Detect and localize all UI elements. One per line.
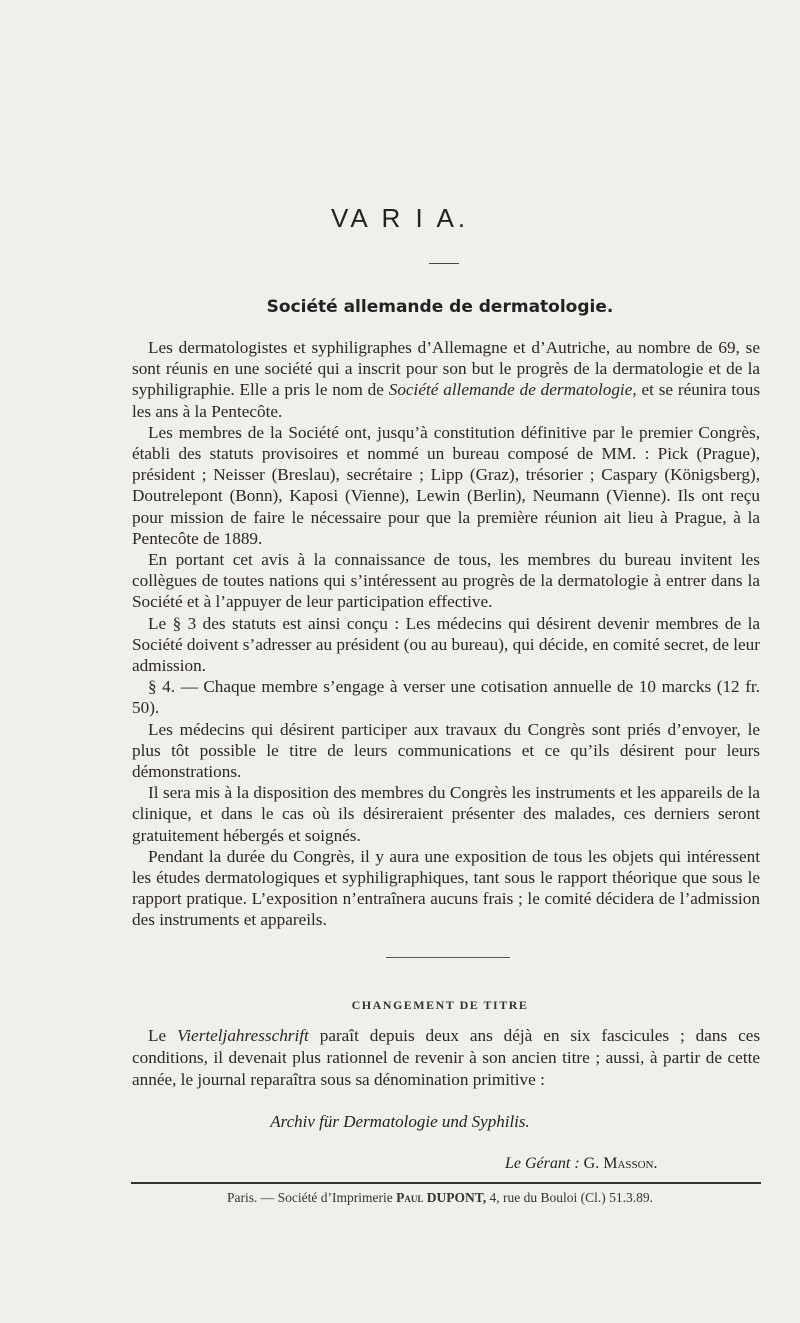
signature-role: Le Gérant : [505,1155,580,1172]
paragraph-8: Pendant la durée du Congrès, il y aura une exposition de tous les objets qui intéressent les études dermatologiques et syphiligraphiques, tant sous le rapport théorique que sous le rapport pratique. L’exposition n’entraînera aucuns frais ; le comité décidera de l’admission des instruments et appareils. [132,846,760,930]
section-heading: CHANGEMENT DE TITRE [351,998,529,1012]
journal-title: Archiv für Dermatologie und Syphilis. [270,1112,530,1131]
title-divider [429,263,459,264]
footer-divider [131,1182,761,1184]
article-heading: Société allemande de dermatologie. [266,297,614,317]
society-name: Société allemande de dermatologie, [388,380,637,400]
title-change-notice [132,1025,760,1091]
paragraph-6: Les médecins qui désirent participer aux travaux du Congrès sont priés d’envoyer, le plus tôt possible le titre de leurs communications et ce qu’ils désirent pour leurs démonstrations. [132,719,760,782]
paragraph-7: Il sera mis à la disposition des membres du Congrès les instruments et les appareils de la clinique, et dans le cas où ils désireraient présenter des malades, ces derniers seront gratuitement hébergés et soignés. [132,783,760,845]
article-body [132,337,760,931]
paragraph-4: Le § 3 des statuts est ainsi conçu : Les médecins qui désirent devenir membres de la Société doivent s’adresser au président (ou au bureau), qui décide, en comité secret, de leur admission. [132,613,760,676]
section-divider [386,957,510,958]
printer-name: Paul DUPONT, [396,1190,487,1205]
signature [505,1155,658,1173]
old-journal-title: Vierteljahresschrift [177,1026,309,1045]
page-title: VA R I A. [330,203,470,233]
signature-name: G. Masson. [583,1155,658,1172]
notice-paragraph: Le Vierteljahresschrift paraît depuis deux ans déjà en six fascicules ; dans ces conditions, il devenait plus rationnel de revenir à son ancien titre ; aussi, à partir de cette année, le journal reparaîtra sous sa dénomination primitive : [132,1026,761,1089]
printer-imprint: Paris. — Société d’Imprimerie Paul DUPONT, 4, rue du Bouloi (Cl.) 51.3.89. [227,1190,653,1205]
paragraph-3: En portant cet avis à la connaissance de tous, les membres du bureau invitent les collègues de toutes nations qui s’intéressent au progrès de la dermatologie à entrer dans la Société et à l’appuyer de leur participation effective. [132,550,760,612]
paragraph-1: Les dermatologistes et syphiligraphes d’Allemagne et d’Autriche, au nombre de 69, se sont réunis en une société qui a inscrit pour son but le progrès de la dermatologie et de la syphiligraphie. Elle a pris le nom de Société allemande de dermatologie, et se réunira tous les ans à la Pentecôte. [132,338,761,421]
paragraph-5: § 4. — Chaque membre s’engage à verser une cotisation annuelle de 10 marcks (12 fr. 50). [132,677,760,718]
paragraph-2: Les membres de la Société ont, jusqu’à constitution définitive par le premier Congrès, établi des statuts provisoires et nommé un bureau composé de MM. : Pick (Prague), président ; Neisser (Breslau), secrétaire ; Lipp (Graz), trésorier ; Caspary (Königsberg), Doutrelepont (Bonn), Kaposi (Vienne), Lewin (Berlin), Neumann (Vienne). Ils ont reçu pour mission de faire le nécessaire pour que la première réunion ait lieu à Prague, à la Pentecôte de 1889. [132,422,760,548]
